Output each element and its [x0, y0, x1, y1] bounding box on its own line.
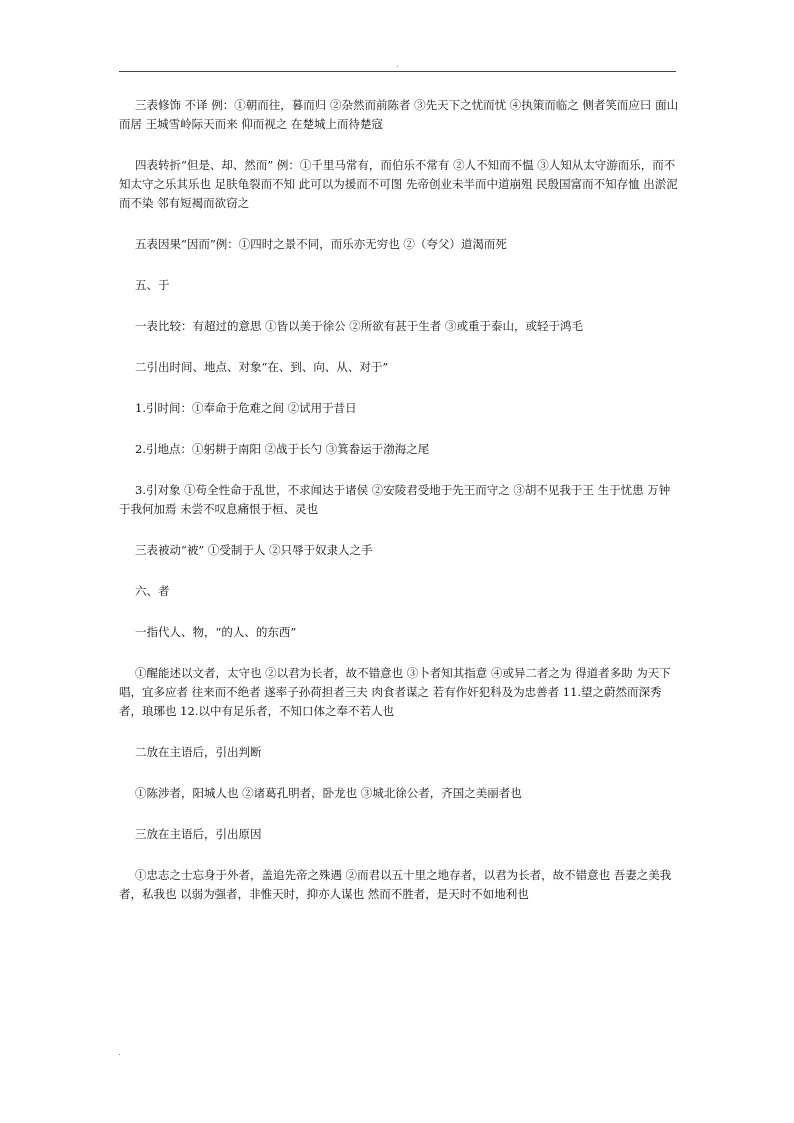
section-heading-yu: 五、于 [135, 278, 170, 292]
header-rule [119, 71, 676, 72]
paragraph-modifier: 三表修饰 不译 例：①朝而往，暮而归 ②杂然而前陈者 ③先天下之忧而忧 ④执策而临之 侧者笑而应曰 面山而居 王城雪岭际天而来 仰而视之 在楚城上而待楚寇 [119, 98, 679, 131]
footer-mark: . [118, 1048, 121, 1057]
paragraph-object: 3.引对象 ①苟全性命于乱世，不求闻达于诸侯 ②安陵君受地于先王而守之 ③胡不见我于王 生于忧患 万钟于我何加焉 未尝不叹息痛恨于桓、灵也 [119, 483, 671, 516]
document-body [119, 96, 679, 926]
paragraph-judgement-examples: ①陈涉者，阳城人也 ②诸葛孔明者，卧龙也 ③城北徐公者，齐国之美丽者也 [135, 786, 522, 800]
header-mark: . [396, 60, 399, 69]
paragraph-contrast: 四表转折“但是、却、然而” 例：①千里马常有，而伯乐不常有 ②人不知而不愠 ③人知从太守游而乐，而不知太守之乐其乐也 足肤龟裂而不知 此可以为援而不可图 先帝创业未半而中道崩殂 民殷国富而不知存恤 出淤泥而不染 邻有短褐而欲窃之 [119, 158, 678, 210]
paragraph-passive: 三表被动“被” ①受制于人 ②只辱于奴隶人之手 [135, 543, 373, 557]
paragraph-introduce: 二引出时间、地点、对象“在、到、向、从、对于” [135, 360, 389, 374]
paragraph-reason: 三放在主语后，引出原因 [135, 827, 262, 841]
paragraph-place: 2.引地点：①躬耕于南阳 ②战于长勺 ③箕畚运于渤海之尾 [135, 442, 430, 456]
paragraph-comparison: 一表比较：有超过的意思 ①皆以美于徐公 ②所欲有甚于生者 ③或重于泰山，或轻于鸿毛 [135, 319, 583, 333]
paragraph-cause: 五表因果“因而”例：①四时之景不同，而乐亦无穷也 ②（夸父）道渴而死 [135, 237, 507, 251]
paragraph-time: 1.引时间：①奉命于危难之间 ②试用于昔日 [135, 401, 357, 415]
paragraph-refer: 一指代人、物，“的人、的东西” [135, 625, 297, 639]
paragraph-refer-examples: ①醒能述以文者，太守也 ②以君为长者，故不错意也 ③卜者知其指意 ④或异二者之为 得道者多助 为天下唱，宜多应者 往来而不绝者 遂率子孙荷担者三夫 肉食者谋之 若有作奸犯科及为忠善者 11.望之蔚然而深秀者，琅琊也 12.以中有足乐者，不知口体之奉不若人也 [119, 666, 671, 718]
section-heading-zhe: 六、者 [135, 584, 170, 598]
paragraph-reason-examples: ①忠志之士忘身于外者，盖追先帝之殊遇 ②而君以五十里之地存者，以君为长者，故不错意也 吾妻之美我者，私我也 以弱为强者，非惟天时，抑亦人谋也 然而不胜者，是天时不如地利也 [119, 868, 672, 901]
paragraph-judgement: 二放在主语后，引出判断 [135, 745, 262, 759]
